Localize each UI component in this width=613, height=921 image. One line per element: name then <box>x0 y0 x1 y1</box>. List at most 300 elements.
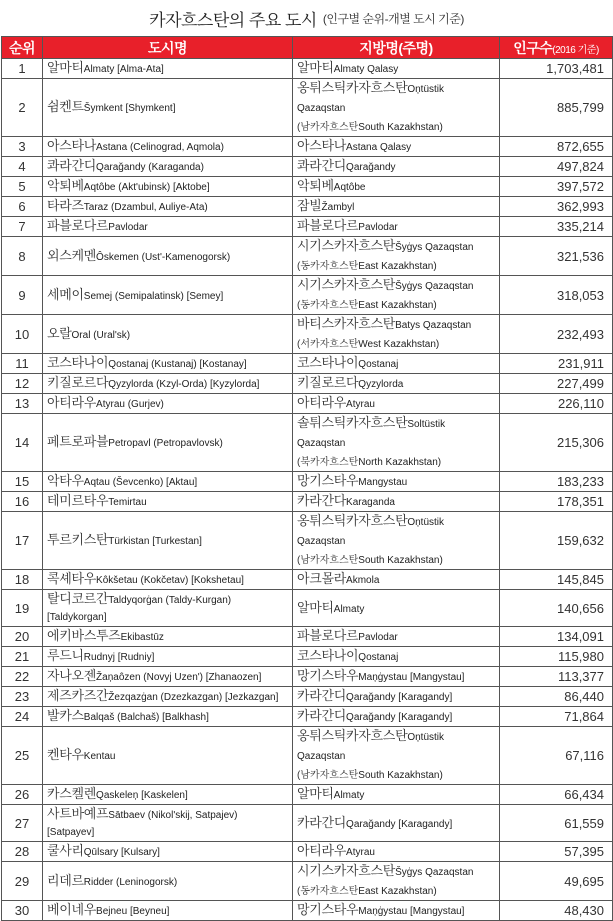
table-row <box>2 805 613 842</box>
table-row <box>2 276 613 315</box>
population-cell: 67,116 <box>500 727 613 785</box>
header-population-label: 인구수 <box>513 39 553 56</box>
population-cell: 215,306 <box>500 414 613 472</box>
region-cell <box>293 901 500 921</box>
population-cell: 61,559 <box>500 805 613 842</box>
city-name-korean: 에키바스투즈 <box>47 628 121 643</box>
region-name-latin: Pavlodar <box>358 222 398 233</box>
region-sub-korean: (남카자흐스탄 <box>297 770 359 781</box>
city-name-korean: 리데르 <box>47 872 84 888</box>
city-name-latin: Qostanaj (Kustanaj) [Kostanay] <box>108 359 247 370</box>
region-name-korean: 시기스카자흐스탄 <box>297 277 396 292</box>
city-name-latin: Balqaš (Balchaš) [Balkhash] <box>83 712 209 723</box>
table-row <box>2 137 613 157</box>
population-cell: 178,351 <box>500 492 613 512</box>
city-name-latin: Ôskemen (Ust'-Kamenogorsk) <box>96 251 231 263</box>
region-cell <box>293 842 500 862</box>
region-cell <box>293 414 500 472</box>
table-header-row <box>2 37 613 59</box>
population-cell: 86,440 <box>500 687 613 707</box>
city-name-korean: 아티라우 <box>47 395 97 410</box>
region-name-latin: Qarağandy [Karagandy] <box>346 712 453 723</box>
city-name-latin: Ekibastūz <box>120 632 164 643</box>
city-cell <box>43 901 293 921</box>
rank-cell: 25 <box>2 727 43 785</box>
region-name-latin: Almaty <box>333 603 365 615</box>
city-name-korean: 탈디코르간 <box>47 591 109 606</box>
city-cell <box>43 647 293 667</box>
city-name-korean: 타라즈 <box>47 198 84 213</box>
region-name-korean: 아스타나 <box>297 138 347 153</box>
city-name-latin: Žaņaôzen (Novyj Uzen') [Zhanaozen] <box>96 672 262 683</box>
table-row <box>2 785 613 805</box>
population-cell: 49,695 <box>500 862 613 901</box>
city-cell <box>43 157 293 177</box>
page-title <box>0 0 613 36</box>
population-cell: 1,703,481 <box>500 59 613 79</box>
rank-cell: 24 <box>2 707 43 727</box>
region-name-latin: Šyġys Qazaqstan <box>395 242 474 253</box>
rank-cell: 26 <box>2 785 43 805</box>
city-name-korean: 외스케멘 <box>47 247 97 263</box>
region-name-korean: 카라간디 <box>297 814 347 830</box>
table-row <box>2 59 613 79</box>
region-name-latin: Qostanaj <box>358 359 399 370</box>
region-sub-english: North Kazakhstan) <box>358 457 442 468</box>
region-name-korean: 카라간디 <box>297 688 347 703</box>
rank-cell: 1 <box>2 59 43 79</box>
population-cell: 113,377 <box>500 667 613 687</box>
city-name-latin: Türkistan [Turkestan] <box>108 536 202 547</box>
city-population-table <box>1 36 613 921</box>
region-name-latin: Oņtüstik Qazaqstan <box>297 84 445 114</box>
region-cell <box>293 805 500 842</box>
city-name-korean: 콰라간디 <box>47 158 97 173</box>
region-name-korean: 옹튀스틱카자흐스탄 <box>297 80 408 95</box>
table-row <box>2 157 613 177</box>
city-cell <box>43 842 293 862</box>
city-cell <box>43 197 293 217</box>
table-row <box>2 197 613 217</box>
city-name-latin: Qūlsary [Kulsary] <box>83 847 160 858</box>
region-name-latin: Almaty <box>333 790 365 801</box>
city-cell <box>43 276 293 315</box>
table-body <box>2 59 613 921</box>
city-name-latin: Taraz (Dzambul, Auliye-Ata) <box>83 202 208 213</box>
rank-cell: 22 <box>2 667 43 687</box>
table-row <box>2 687 613 707</box>
region-name-korean: 옹튀스틱카자흐스탄 <box>297 728 408 743</box>
title-subtitle: (인구별 순위-개별 도시 기준) <box>322 12 464 26</box>
region-sub-english: East Kazakhstan) <box>358 300 437 311</box>
city-cell <box>43 492 293 512</box>
region-name-korean: 망기스타우 <box>297 902 359 917</box>
header-rank: 순위 <box>2 37 43 59</box>
city-cell <box>43 472 293 492</box>
city-name-korean: 세메이 <box>47 286 84 302</box>
region-cell <box>293 570 500 590</box>
region-name-latin: Akmola <box>346 575 380 586</box>
table-row <box>2 492 613 512</box>
region-name-latin: Maņġystau [Mangystau] <box>358 672 465 683</box>
region-sub-korean: (남카자흐스탄 <box>297 122 359 133</box>
region-name-korean: 카라간다 <box>297 493 347 508</box>
city-name-korean: 루드니 <box>47 648 84 663</box>
header-city: 도시명 <box>43 37 293 59</box>
city-cell <box>43 217 293 237</box>
rank-cell: 27 <box>2 805 43 842</box>
city-name-korean: 켄타우 <box>47 747 84 762</box>
city-name-latin: Qyzylorda (Kzyl-Orda) [Kyzylorda] <box>108 379 260 390</box>
city-cell <box>43 59 293 79</box>
population-cell: 159,632 <box>500 512 613 570</box>
city-cell <box>43 177 293 197</box>
city-name-korean: 페트로파블 <box>47 434 109 449</box>
region-cell <box>293 157 500 177</box>
city-name-latin: Rudnyj [Rudniy] <box>83 652 155 663</box>
region-name-korean: 아티라우 <box>297 395 347 410</box>
city-name-korean: 테미르타우 <box>47 493 109 508</box>
city-name-korean: 제즈카즈간 <box>47 688 109 703</box>
header-population <box>500 37 613 59</box>
table-row <box>2 707 613 727</box>
population-cell: 71,864 <box>500 707 613 727</box>
city-cell <box>43 512 293 570</box>
region-name-korean: 잠빌 <box>297 198 322 213</box>
region-name-korean: 카라간디 <box>297 708 347 723</box>
region-name-korean: 코스타나이 <box>297 355 359 370</box>
region-sub-english: East Kazakhstan) <box>358 886 437 897</box>
region-cell <box>293 667 500 687</box>
population-cell: 872,655 <box>500 137 613 157</box>
city-name-latin: Kentau <box>83 751 116 762</box>
region-name-latin: Astana Qalasy <box>346 142 412 153</box>
region-name-korean: 아티라우 <box>297 843 347 858</box>
table-row <box>2 647 613 667</box>
rank-cell: 12 <box>2 374 43 394</box>
region-sub-korean: (남카자흐스탄 <box>297 555 359 566</box>
rank-cell: 28 <box>2 842 43 862</box>
region-sub-korean: (동카자흐스탄 <box>297 886 359 897</box>
city-name-latin: Aqtôbe (Akt'ubinsk) [Aktobe] <box>83 182 210 193</box>
region-cell <box>293 137 500 157</box>
region-name-latin: Žambyl <box>321 202 355 213</box>
region-name-korean: 키질로르다 <box>297 375 359 390</box>
region-name-korean: 코스타나이 <box>297 648 359 663</box>
region-cell <box>293 512 500 570</box>
city-name-latin: Qarağandy (Karaganda) <box>96 162 204 173</box>
region-name-latin: Atyrau <box>346 847 375 858</box>
population-cell: 145,845 <box>500 570 613 590</box>
city-name-korean: 자나오젠 <box>47 668 97 683</box>
city-name-korean: 카스켈렌 <box>47 786 97 801</box>
region-name-korean: 아크몰라 <box>297 571 347 586</box>
region-name-korean: 시기스카자흐스탄 <box>297 238 396 253</box>
region-name-latin: Maņġystau [Mangystau] <box>358 906 465 917</box>
region-cell <box>293 177 500 197</box>
city-name-korean: 아스타나 <box>47 138 97 153</box>
city-cell <box>43 687 293 707</box>
city-name-korean: 코스타나이 <box>47 355 109 370</box>
region-cell <box>293 237 500 276</box>
region-name-korean: 파블로다르 <box>297 218 359 233</box>
city-name-latin: Almaty [Alma-Ata] <box>83 64 164 75</box>
region-sub-korean: (북카자흐스탄 <box>297 457 359 468</box>
rank-cell: 9 <box>2 276 43 315</box>
population-cell: 885,799 <box>500 79 613 137</box>
region-name-latin: Šyġys Qazaqstan <box>395 281 474 292</box>
region-name-latin: Soltüstik Qazaqstan <box>297 419 446 449</box>
city-name-latin-alt: [Satpayev] <box>47 827 95 838</box>
region-sub-english: East Kazakhstan) <box>358 261 437 272</box>
city-cell <box>43 137 293 157</box>
region-cell <box>293 276 500 315</box>
region-name-korean: 바티스카자흐스탄 <box>297 316 396 331</box>
table-row <box>2 177 613 197</box>
population-cell: 134,091 <box>500 627 613 647</box>
header-region: 지방명(주명) <box>293 37 500 59</box>
rank-cell: 21 <box>2 647 43 667</box>
table-row <box>2 472 613 492</box>
region-name-latin: Qarağandy <box>346 162 396 173</box>
city-name-latin: Šymkent [Shymkent] <box>83 103 176 114</box>
rank-cell: 29 <box>2 862 43 901</box>
population-cell: 226,110 <box>500 394 613 414</box>
city-name-korean: 사트바예프 <box>47 806 109 821</box>
city-cell <box>43 374 293 394</box>
city-name-korean: 키질로르다 <box>47 375 109 390</box>
city-name-latin: Temirtau <box>108 497 147 508</box>
city-cell <box>43 414 293 472</box>
rank-cell: 30 <box>2 901 43 921</box>
city-cell <box>43 627 293 647</box>
region-cell <box>293 315 500 354</box>
region-name-korean: 콰라간디 <box>297 158 347 173</box>
city-cell <box>43 667 293 687</box>
city-name-korean: 베이네우 <box>47 902 97 917</box>
city-cell <box>43 315 293 354</box>
region-sub-english: South Kazakhstan) <box>358 555 443 566</box>
table-row <box>2 570 613 590</box>
table-row <box>2 237 613 276</box>
region-cell <box>293 492 500 512</box>
region-name-latin: Qarağandy [Karagandy] <box>346 692 453 703</box>
rank-cell: 8 <box>2 237 43 276</box>
city-name-korean: 알마티 <box>47 60 84 75</box>
region-cell <box>293 627 500 647</box>
region-name-latin: Šyġys Qazaqstan <box>395 867 474 878</box>
city-cell <box>43 862 293 901</box>
population-cell: 48,430 <box>500 901 613 921</box>
city-name-latin: Pavlodar <box>108 222 148 233</box>
rank-cell: 23 <box>2 687 43 707</box>
city-cell <box>43 570 293 590</box>
city-name-latin: Oral (Ural'sk) <box>71 329 131 341</box>
city-cell <box>43 707 293 727</box>
region-cell <box>293 217 500 237</box>
rank-cell: 13 <box>2 394 43 414</box>
city-name-latin: Kôkšetau (Kokčetav) [Kokshetau] <box>96 575 244 586</box>
region-name-korean: 망기스타우 <box>297 473 359 488</box>
city-cell <box>43 805 293 842</box>
rank-cell: 16 <box>2 492 43 512</box>
rank-cell: 5 <box>2 177 43 197</box>
region-sub-korean: (서카자흐스탄 <box>297 339 359 350</box>
table-row <box>2 901 613 921</box>
city-name-korean: 악퇴베 <box>47 178 84 193</box>
population-cell: 497,824 <box>500 157 613 177</box>
city-name-latin: Atyrau (Gurjev) <box>96 399 164 410</box>
region-name-korean: 망기스타우 <box>297 668 359 683</box>
city-name-latin: Taldyqorġan (Taldy-Kurgan) <box>108 595 232 606</box>
region-cell <box>293 472 500 492</box>
region-name-latin: Oņtüstik Qazaqstan <box>297 517 445 547</box>
city-name-korean: 콕셰타우 <box>47 571 97 586</box>
population-cell: 321,536 <box>500 237 613 276</box>
city-cell <box>43 354 293 374</box>
city-cell <box>43 785 293 805</box>
city-cell <box>43 727 293 785</box>
population-cell: 232,493 <box>500 315 613 354</box>
city-cell <box>43 394 293 414</box>
rank-cell: 14 <box>2 414 43 472</box>
rank-cell: 6 <box>2 197 43 217</box>
rank-cell: 18 <box>2 570 43 590</box>
city-name-korean: 쿨사리 <box>47 843 84 858</box>
population-cell: 115,980 <box>500 647 613 667</box>
table-row <box>2 217 613 237</box>
header-population-note: (2016 기준) <box>552 44 599 56</box>
region-sub-english: West Kazakhstan) <box>358 339 440 350</box>
region-name-korean: 알마티 <box>297 786 334 801</box>
rank-cell: 11 <box>2 354 43 374</box>
region-name-korean: 옹튀스틱카자흐스탄 <box>297 513 408 528</box>
table-row <box>2 667 613 687</box>
region-name-korean: 파블로다르 <box>297 628 359 643</box>
rank-cell: 17 <box>2 512 43 570</box>
region-sub-korean: (동카자흐스탄 <box>297 261 359 272</box>
population-cell: 231,911 <box>500 354 613 374</box>
region-name-korean: 알마티 <box>297 599 334 615</box>
region-sub-english: South Kazakhstan) <box>358 122 443 133</box>
city-cell <box>43 79 293 137</box>
region-cell <box>293 59 500 79</box>
city-name-korean: 쉼켄트 <box>47 99 84 114</box>
title-main: 카자흐스탄의 주요 도시 <box>149 11 317 30</box>
region-name-latin: Qyzylorda <box>358 379 404 390</box>
rank-cell: 19 <box>2 590 43 627</box>
rank-cell: 10 <box>2 315 43 354</box>
population-cell: 66,434 <box>500 785 613 805</box>
region-name-latin: Batys Qazaqstan <box>395 320 472 331</box>
region-cell <box>293 590 500 627</box>
city-name-latin: Sātbaev (Nikol'skij, Satpajev) <box>108 810 238 821</box>
city-cell <box>43 590 293 627</box>
table-row <box>2 727 613 785</box>
city-name-latin: Qaskeleņ [Kaskelen] <box>96 790 188 801</box>
region-sub-korean: (동카자흐스탄 <box>297 300 359 311</box>
table-row <box>2 79 613 137</box>
table-row <box>2 414 613 472</box>
city-name-latin: Astana (Celinograd, Aqmola) <box>96 142 224 153</box>
region-name-latin: Qarağandy [Karagandy] <box>346 818 453 830</box>
region-cell <box>293 862 500 901</box>
population-cell: 183,233 <box>500 472 613 492</box>
city-name-latin: Žezqazġan (Dzezkazgan) [Jezkazgan] <box>108 692 279 703</box>
region-cell <box>293 785 500 805</box>
table-row <box>2 590 613 627</box>
population-cell: 227,499 <box>500 374 613 394</box>
table-row <box>2 354 613 374</box>
rank-cell: 3 <box>2 137 43 157</box>
table-row <box>2 627 613 647</box>
rank-cell: 15 <box>2 472 43 492</box>
region-name-latin: Pavlodar <box>358 632 398 643</box>
city-name-latin: Ridder (Leninogorsk) <box>83 876 178 888</box>
region-cell <box>293 647 500 667</box>
city-name-latin: Aqtau (Ševcenko) [Aktau] <box>83 477 198 488</box>
region-name-latin: Mangystau <box>358 477 408 488</box>
population-cell: 362,993 <box>500 197 613 217</box>
population-cell: 318,053 <box>500 276 613 315</box>
region-name-korean: 알마티 <box>297 60 334 75</box>
region-cell <box>293 687 500 707</box>
rank-cell: 7 <box>2 217 43 237</box>
region-name-latin: Aqtôbe <box>333 182 366 193</box>
city-name-latin: Bejneu [Beyneu] <box>96 906 170 917</box>
region-cell <box>293 394 500 414</box>
city-name-korean: 오랄 <box>47 325 72 341</box>
region-name-latin: Qostanaj <box>358 652 399 663</box>
region-name-korean: 솔튀스틱카자흐스탄 <box>297 415 408 430</box>
city-name-latin: Petropavl (Petropavlovsk) <box>108 438 223 449</box>
region-sub-english: South Kazakhstan) <box>358 770 443 781</box>
population-cell: 335,214 <box>500 217 613 237</box>
table-row <box>2 374 613 394</box>
region-name-korean: 시기스카자흐스탄 <box>297 863 396 878</box>
population-cell: 57,395 <box>500 842 613 862</box>
city-name-korean: 발카스 <box>47 708 84 723</box>
region-name-latin: Karaganda <box>346 497 395 508</box>
region-cell <box>293 707 500 727</box>
region-cell <box>293 197 500 217</box>
city-name-korean: 파블로다르 <box>47 218 109 233</box>
population-cell: 140,656 <box>500 590 613 627</box>
region-cell <box>293 79 500 137</box>
region-cell <box>293 727 500 785</box>
region-cell <box>293 374 500 394</box>
table-row <box>2 394 613 414</box>
region-cell <box>293 354 500 374</box>
city-name-latin: Semej (Semipalatinsk) [Semey] <box>83 290 224 302</box>
city-name-korean: 투르키스탄 <box>47 532 109 547</box>
population-cell: 397,572 <box>500 177 613 197</box>
table-row <box>2 315 613 354</box>
rank-cell: 2 <box>2 79 43 137</box>
table-row <box>2 842 613 862</box>
table-row <box>2 512 613 570</box>
city-name-latin-alt: [Taldykorgan] <box>47 612 107 623</box>
region-name-latin: Oņtüstik Qazaqstan <box>297 732 445 762</box>
region-name-korean: 악퇴베 <box>297 178 334 193</box>
table-row <box>2 862 613 901</box>
city-name-korean: 악타우 <box>47 473 84 488</box>
rank-cell: 4 <box>2 157 43 177</box>
city-cell <box>43 237 293 276</box>
region-name-latin: Atyrau <box>346 399 375 410</box>
region-name-latin: Almaty Qalasy <box>333 64 399 75</box>
rank-cell: 20 <box>2 627 43 647</box>
